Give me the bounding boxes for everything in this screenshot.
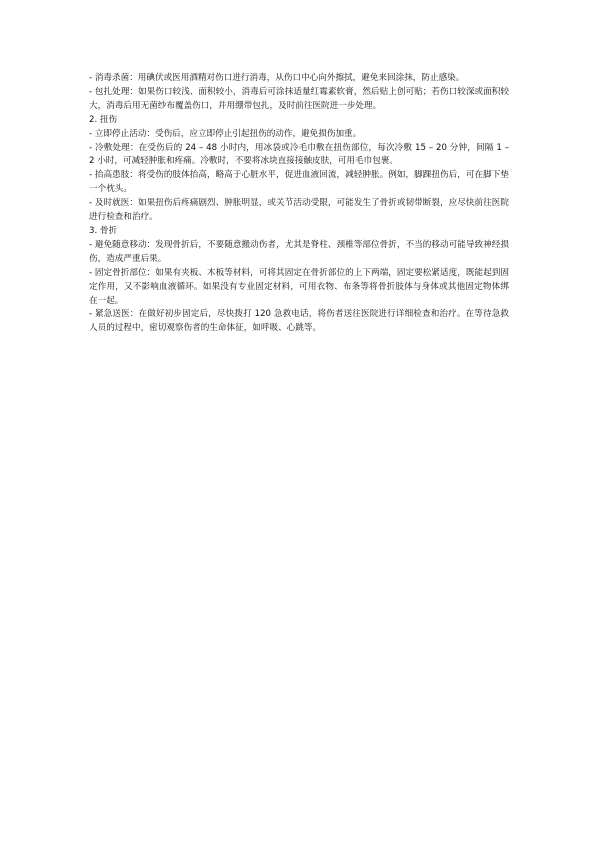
paragraph-disinfection: - 消毒杀菌：用碘伏或医用酒精对伤口进行消毒，从伤口中心向外擦拭，避免来回涂抹，防止感染。 [89,73,465,83]
paragraph-emergency-transport: - 紧急送医：在做好初步固定后，尽快拨打 120 急救电话，将伤者送往医院进行详细检查和治疗。在等待急救人员的过程中，密切观察伤者的生命体征，如呼吸、心跳等。 [89,309,509,334]
paragraph-elevate-limb: - 抬高患肢：将受伤的肢体抬高，略高于心脏水平，促进血液回流，减轻肿胀。例如，脚踝扭伤后，可在脚下垫一个枕头。 [89,170,509,195]
document-body [89,72,509,336]
paragraph-immobilize-fracture: - 固定骨折部位：如果有夹板、木板等材料，可将其固定在骨折部位的上下两端，固定要松紧适度，既能起到固定作用，又不影响血液循环。如果没有专业固定材料，可用衣物、布条等将骨折肢体与身体或其他固定物体绑在一起。 [89,267,509,306]
paragraph-stop-activity: - 立即停止活动：受伤后，应立即停止引起扭伤的动作，避免损伤加重。 [89,128,362,139]
paragraph-seek-medical-care: - 及时就医：如果扭伤后疼痛剧烈、肿胀明显，或关节活动受限，可能发生了骨折或韧带断裂，应尽快前往医院进行检查和治疗。 [89,198,509,223]
paragraph-avoid-moving: - 避免随意移动：发现骨折后，不要随意搬动伤者，尤其是脊柱、颈椎等部位骨折，不当的移动可能导致神经损伤，造成严重后果。 [89,239,509,264]
section-heading-sprain: 2. 扭伤 [89,114,118,125]
paragraph-cold-compress: - 冷敷处理：在受伤后的 24 – 48 小时内，用冰袋或冷毛巾敷在扭伤部位，每次冷敷 15 – 20 分钟，间隔 1 – 2 小时，可减轻肿胀和疼痛。冷敷时，不要将冰块直接接触皮肤，可用毛巾包裹。 [89,142,509,167]
section-heading-fracture: 3. 骨折 [89,225,118,236]
paragraph-bandaging: - 包扎处理：如果伤口较浅、面积较小，消毒后可涂抹适量红霉素软膏，然后贴上创可贴；若伤口较深或面积较大，消毒后用无菌纱布覆盖伤口，并用绷带包扎，及时前往医院进一步处理。 [89,86,509,111]
